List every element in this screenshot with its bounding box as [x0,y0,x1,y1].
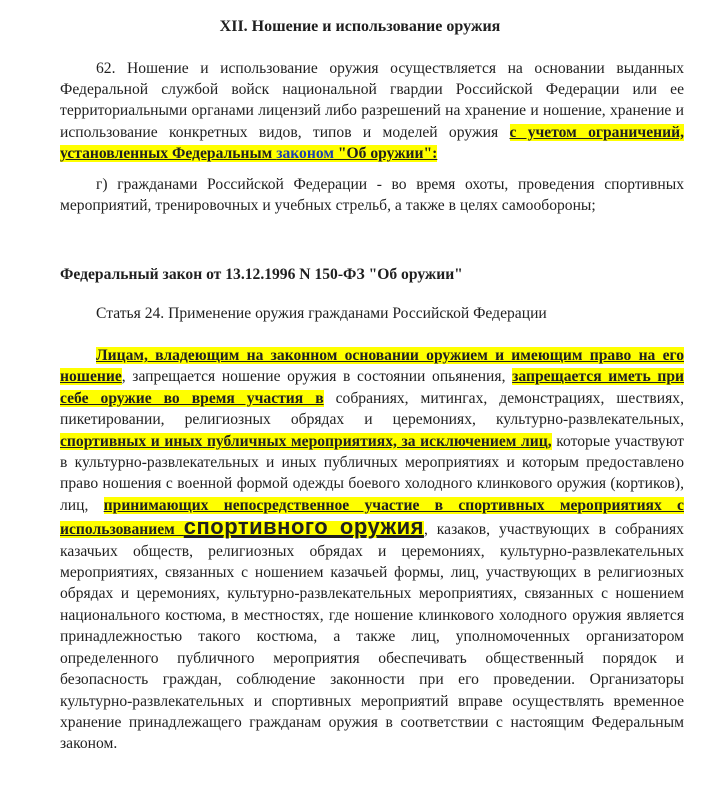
highlight-sport-weapon: спортивного оружия [183,514,424,540]
article-text-2: собраниях, митингах, демонстрациях, шествиях, пикетировании, религиозных обрядах и церемониях, культурно-развлекательных, [60,389,684,429]
article-text-3: которые участвуют в культурно-развлекательных и иных публичных мероприятиях и которым предоставлено право ношения с военной формой одежды боевого холодного клинкового оружия (кортиков), лиц, [60,432,684,514]
highlight-public-events: спортивных и иных публичных мероприятиях, за исключением лиц, [60,432,552,450]
subparagraph-g: г) гражданами Российской Федерации - во время охоты, проведения спортивных мероприятий, тренировочных и учебных стрельб, а также в целях самообороны; [60,176,684,215]
law-link[interactable]: законом [276,144,334,162]
article-title: Статья 24. Применение оружия гражданами Российской Федерации [96,305,547,322]
paragraph-62 [60,58,684,164]
highlight-prohibition: запрещается иметь при себе оружие во время участия в [60,368,684,407]
highlight-restrictions-text: с учетом ограничений, установленных Федеральным [60,123,684,162]
law-title: Федеральный закон от 13.12.1996 N 150-ФЗ "Об оружии" [60,266,463,283]
highlight-law-name: "Об оружии": [333,144,438,162]
article-text-1: , запрещается ношение оружия в состоянии опьянения, [121,368,513,386]
article-24-body [60,345,684,755]
paragraph-62-text: 62. Ношение и использование оружия осуществляется на основании выданных Федеральной службой войск национальной гвардии Российской Федерации или ее территориальными органами лицензий либо разрешений на хранение и ношение, хранение и использование конкретных видов, типов и моделей оружия [60,60,684,141]
section-title: XII. Ношение и использование оружия [219,18,501,35]
article-text-4: , казаков, участвующих в собраниях казачьих обществ, религиозных обрядах и церемониях, культурно-развлекательных мероприятиях, связанных с ношением казачьей формы, лиц, участвующих в религиозных обрядах и церемониях, культурно-развлекательных мероприятиях, связанных с ношением национального костюма, в местностях, где ношение клинкового холодного оружия является принадлежностью такого костюма, а также лиц, уполномоченных организатором определенного публичного мероприятия обеспечивать общественный порядок и безопасность граждан, соблюдение законности при его проведении. Организаторы культурно-развлекательных и спортивных мероприятий вправе осуществлять временное хранение принадлежащего гражданам оружия в соответствии с настоящим Федеральным законом. [60,521,684,753]
highlight-owners: Лицам, владеющим на законном основании оружием и имеющим право на его ношение [60,347,684,386]
highlight-sport-participants-text: принимающих непосредственное участие в спортивных мероприятиях с использованием [60,496,684,539]
